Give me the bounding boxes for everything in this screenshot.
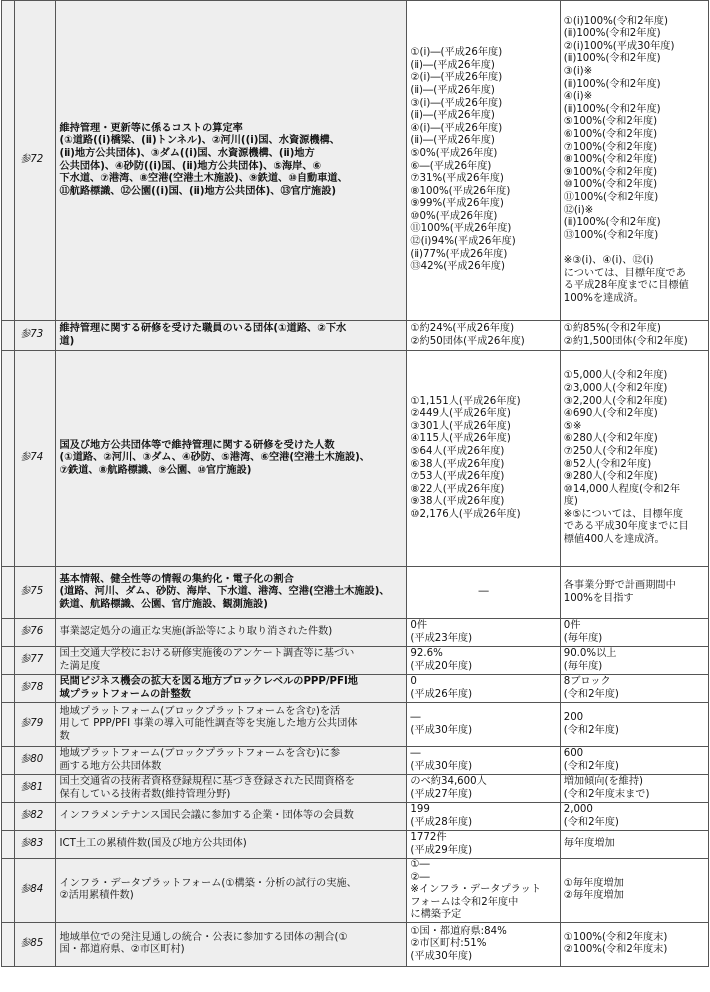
current-value-line: ⑧100%(平成26年度) — [410, 185, 511, 197]
current-value-line: ⑥―(平成26年度) — [410, 160, 492, 172]
current-value-line: (平成27年度) — [410, 788, 473, 800]
current-value-line: ④(ⅰ)―(平成26年度) — [410, 122, 503, 134]
target-value-line: 各事業分野で計画期間中 — [563, 579, 676, 591]
current-value-line: ⑦53人(平成26年度) — [410, 471, 505, 483]
side-margin-cell — [2, 647, 15, 675]
indicator-name — [56, 803, 407, 831]
indicator-name — [56, 619, 407, 647]
current-value — [407, 321, 560, 351]
current-value-line: ⑫(ⅰ)94%(平成26年度) — [410, 236, 516, 248]
current-value-line: に構築予定 — [410, 909, 462, 921]
current-value-line: ⑧22人(平成26年度) — [410, 483, 505, 495]
indicator-name — [56, 703, 407, 747]
target-value-line: ①毎年度増加 — [563, 877, 624, 889]
current-value-line: ②449人(平成26年度) — [410, 408, 511, 420]
target-value-line: ⑩14,000人程度(令和2年 — [563, 483, 681, 495]
target-value — [560, 619, 708, 647]
indicator-name-line: 国及び地方公共団体等で維持管理に関する研修を受けた人数 — [59, 439, 335, 451]
row-id: 参83 — [15, 831, 56, 859]
indicator-name-line: た満足度 — [59, 660, 101, 672]
current-value — [407, 775, 560, 803]
target-value-line: ③2,200人(令和2年度) — [563, 395, 668, 407]
target-value — [560, 859, 708, 923]
target-value-line — [564, 242, 705, 255]
indicator-name — [56, 675, 407, 703]
target-value — [560, 703, 708, 747]
side-margin-cell — [2, 567, 15, 619]
current-value-line: ③(ⅰ)―(平成26年度) — [410, 97, 503, 109]
indicator-name-line: 画する地方公共団体数 — [59, 760, 162, 772]
target-value-line: ⑥280人(令和2年度) — [563, 433, 658, 445]
target-value — [560, 351, 708, 567]
target-value-line: ⑥100%(令和2年度) — [563, 129, 658, 141]
row-id: 参72 — [15, 1, 56, 321]
target-value-line: る平成28年度までに目標値 — [563, 280, 689, 292]
target-value-line: (毎年度) — [563, 660, 603, 672]
current-value-line: (平成30年度) — [410, 724, 473, 736]
current-value-line: ― — [410, 747, 421, 759]
target-value — [560, 1, 708, 321]
target-value-line: ⑫(ⅰ)※ — [563, 204, 594, 216]
target-value — [560, 321, 708, 351]
target-value-line: である平成30年度までに目 — [563, 521, 689, 533]
indicator-name — [56, 351, 407, 567]
target-value-line: ⑤※ — [563, 420, 582, 432]
indicator-name-line: 維持管理に関する研修を受けた職員のいる団体(①道路、②下水 — [59, 322, 347, 334]
target-value-line: (ⅱ)100%(令和2年度) — [563, 217, 661, 229]
side-margin-cell — [2, 675, 15, 703]
target-value-line: ⑨100%(令和2年度) — [563, 166, 658, 178]
target-value — [560, 803, 708, 831]
current-value-line: ⑤0%(平成26年度) — [410, 147, 498, 159]
side-margin-cell — [2, 831, 15, 859]
indicator-name-line: 道) — [59, 335, 75, 347]
target-value-line: (ⅱ)100%(令和2年度) — [563, 53, 661, 65]
indicator-name — [56, 747, 407, 775]
target-value-line: 0件 — [563, 619, 581, 631]
target-value-line: 標値400人を達成済。 — [563, 534, 665, 546]
table-row — [2, 321, 709, 351]
target-value — [560, 675, 708, 703]
indicator-name — [56, 859, 407, 923]
current-value-line: 199 — [410, 803, 430, 815]
current-value-line: (平成20年度) — [410, 660, 473, 672]
current-value-line: ①― — [410, 859, 430, 870]
indicator-name-line: 国土交通大学校における研修実施後のアンケート調査等に基づい — [59, 647, 355, 659]
target-value-line: (令和2年度) — [563, 760, 619, 772]
target-value-line: 8ブロック — [563, 675, 611, 687]
indicator-name-line: (ⅱ)地方公共団体)、③ダム((ⅰ)国、水資源機構、(ⅱ)地方 — [59, 147, 315, 159]
target-value-line: (ⅱ)100%(令和2年度) — [563, 103, 661, 115]
side-margin-cell — [2, 1, 15, 321]
target-value-line: (令和2年度) — [563, 688, 619, 700]
current-value-line: ⑤64人(平成26年度) — [410, 445, 505, 457]
table-row — [2, 859, 709, 923]
current-value-line: ①約24%(平成26年度) — [410, 322, 515, 334]
indicator-name-line: 地域プラットフォーム(ブロックプラットフォームを含む)を活 — [59, 705, 341, 717]
current-value-line: ①国・都道府県:84% — [410, 925, 507, 937]
indicator-name-line: ⑪航路標識、⑫公園((ⅰ)国、(ⅱ)地方公共団体)、⑬官庁施設) — [59, 185, 337, 197]
indicator-name-line: ②活用累積件数) — [59, 890, 134, 902]
current-value-line: ⑦31%(平成26年度) — [410, 173, 504, 185]
target-value-line: ※③(ⅰ)、④(ⅰ)、⑫(ⅰ) — [563, 254, 654, 266]
current-value-line: (平成26年度) — [410, 688, 473, 700]
current-value-line: ⑨38人(平成26年度) — [410, 496, 505, 508]
indicator-table-body — [2, 1, 709, 967]
target-value-line: ①(ⅰ)100%(令和2年度) — [563, 15, 668, 27]
side-margin-cell — [2, 619, 15, 647]
indicator-name — [56, 775, 407, 803]
table-row — [2, 831, 709, 859]
current-value-line: (ⅱ)―(平成26年度) — [410, 59, 495, 71]
row-id: 参79 — [15, 703, 56, 747]
indicator-name-line: 国・都道府県、②市区町村) — [59, 944, 185, 956]
target-value-line: ⑪100%(令和2年度) — [563, 191, 659, 203]
row-id: 参75 — [15, 567, 56, 619]
target-value-line: については、目標年度であ — [563, 267, 686, 279]
indicator-name-line: 地域プラットフォーム(ブロックプラットフォームを含む)に参 — [59, 747, 341, 759]
indicator-table — [1, 0, 709, 967]
target-value-line: 200 — [563, 711, 584, 723]
current-value — [407, 567, 560, 619]
target-value-line: (ⅱ)100%(令和2年度) — [563, 28, 661, 40]
current-value-line: ①1,151人(平成26年度) — [410, 395, 521, 407]
target-value-line: ⑨280人(令和2年度) — [563, 471, 658, 483]
target-value — [560, 567, 708, 619]
row-id: 参76 — [15, 619, 56, 647]
current-value — [407, 859, 560, 923]
target-value-line: (毎年度) — [563, 632, 603, 644]
current-value-line: (ⅱ)77%(平成26年度) — [410, 248, 508, 260]
target-value-line: ③(ⅰ)※ — [563, 66, 593, 78]
current-value-line: 1772件 — [410, 831, 447, 843]
current-value-line: ⑬42%(平成26年度) — [410, 261, 505, 273]
current-value-line: (平成29年度) — [410, 844, 473, 856]
indicator-name-line: 用して PPP/PFI 事業の導入可能性調査等を実施した地方公共団体 — [59, 718, 358, 730]
target-value — [560, 831, 708, 859]
current-value — [407, 831, 560, 859]
current-value-line: ②― — [410, 871, 430, 883]
table-row — [2, 567, 709, 619]
target-value-line: 100%を目指す — [563, 592, 634, 604]
indicator-name — [56, 321, 407, 351]
current-value-line: ⑩2,176人(平成26年度) — [410, 508, 521, 520]
row-id: 参74 — [15, 351, 56, 567]
target-value-line: ④(ⅰ)※ — [563, 91, 593, 103]
table-row — [2, 747, 709, 775]
indicator-name-line: 下水道、⑦港湾、⑧空港(空港土木施設)、⑨鉄道、⑩自動車道、 — [59, 173, 348, 185]
table-row — [2, 647, 709, 675]
current-value — [407, 675, 560, 703]
indicator-name-line: ICT土工の累積件数(国及び地方公共団体) — [59, 838, 247, 850]
side-margin-cell — [2, 321, 15, 351]
target-value-line: 100%を達成済。 — [563, 292, 644, 304]
indicator-name — [56, 567, 407, 619]
current-value — [407, 647, 560, 675]
target-value-line: 毎年度増加 — [563, 838, 615, 850]
target-value-line: (令和2年度) — [563, 724, 619, 736]
current-value-line: (平成30年度) — [410, 950, 473, 962]
current-value — [407, 803, 560, 831]
target-value-line: ①約85%(令和2年度) — [563, 322, 661, 334]
indicator-name-line: 鉄道、航路標識、公園、官庁施設、観測施設) — [59, 598, 268, 610]
target-value — [560, 747, 708, 775]
side-margin-cell — [2, 859, 15, 923]
table-row — [2, 1, 709, 321]
current-value-line: (平成23年度) — [410, 632, 473, 644]
current-value-line: ⑥38人(平成26年度) — [410, 458, 505, 470]
current-value-line: ①(ⅰ)―(平成26年度) — [410, 47, 503, 59]
row-id: 参81 — [15, 775, 56, 803]
current-value-line: ― — [410, 711, 421, 723]
target-value — [560, 647, 708, 675]
table-row — [2, 922, 709, 966]
indicator-name-line: 公共団体)、④砂防((ⅰ)国、(ⅱ)地方公共団体)、⑤海岸、⑥ — [59, 160, 322, 172]
indicator-name — [56, 831, 407, 859]
indicator-name-line: インフラメンテナンス国民会議に参加する企業・団体等の会員数 — [59, 810, 354, 822]
indicator-name-line: 基本情報、健全性等の情報の集約化・電子化の割合 — [59, 573, 294, 585]
current-value-line: ④115人(平成26年度) — [410, 433, 511, 445]
indicator-name-line: (道路、河川、ダム、砂防、海岸、下水道、港湾、空港(空港土木施設)、 — [59, 586, 390, 598]
table-row — [2, 803, 709, 831]
current-value — [407, 747, 560, 775]
target-value-line: 増加傾向(を維持) — [563, 775, 643, 787]
indicator-name-line: (①道路、②河川、③ダム、④砂防、⑤港湾、⑥空港(空港土木施設)、 — [59, 452, 370, 464]
current-value — [407, 351, 560, 567]
target-value-line: ②約1,500団体(令和2年度) — [563, 335, 688, 347]
target-value-line: ⑦250人(令和2年度) — [563, 445, 658, 457]
indicator-name-line: ⑦鉄道、⑧航路標識、⑨公園、⑩官庁施設) — [59, 464, 252, 476]
target-value-line: 90.0%以上 — [563, 647, 617, 659]
current-value-line: (ⅱ)―(平成26年度) — [410, 110, 495, 122]
indicator-name-line: (①道路((ⅰ)橋梁、(ⅱ)トンネル)、②河川((ⅰ)国、水資源機構、 — [59, 135, 340, 147]
row-id: 参84 — [15, 859, 56, 923]
side-margin-cell — [2, 775, 15, 803]
target-value — [560, 775, 708, 803]
indicator-name-line: 事業認定処分の適正な実施(訴訟等により取り消された件数) — [59, 626, 333, 638]
table-row — [2, 675, 709, 703]
indicator-name — [56, 647, 407, 675]
target-value-line: ⑦100%(令和2年度) — [563, 141, 658, 153]
current-value-line: ②市区町村:51% — [410, 938, 487, 950]
target-value-line: (ⅱ)100%(令和2年度) — [563, 78, 661, 90]
current-value-line: 0 — [410, 675, 417, 687]
current-value-line: ②(ⅰ)―(平成26年度) — [410, 72, 503, 84]
row-id: 参78 — [15, 675, 56, 703]
current-value-line: (ⅱ)―(平成26年度) — [410, 135, 495, 147]
target-value-line: ※⑤については、目標年度 — [563, 508, 684, 520]
current-value-line: ⑨99%(平成26年度) — [410, 198, 504, 210]
indicator-name-line: 保有している技術者数(維持管理分野) — [59, 788, 231, 800]
current-value-line: (平成30年度) — [410, 760, 473, 772]
current-value — [407, 703, 560, 747]
table-row — [2, 351, 709, 567]
current-value-line: のべ約34,600人 — [410, 775, 487, 787]
current-value-line: 0件 — [410, 619, 428, 631]
indicator-name-line: 域プラットフォームの計整数 — [59, 688, 191, 700]
current-value-line: 92.6% — [410, 647, 443, 659]
row-id: 参82 — [15, 803, 56, 831]
indicator-name-line: 民間ビジネス機会の拡大を図る地方ブロックレベルのPPP/PFI地 — [59, 675, 358, 687]
current-value-line: (平成28年度) — [410, 816, 473, 828]
indicator-name-line: 国土交通省の技術者資格登録規程に基づき登録された民間資格を — [59, 775, 355, 787]
target-value-line: ⑧100%(令和2年度) — [563, 154, 658, 166]
indicator-name — [56, 1, 407, 321]
indicator-name-line: 維持管理・更新等に係るコストの算定率 — [59, 122, 243, 134]
table-row — [2, 775, 709, 803]
row-id: 参77 — [15, 647, 56, 675]
current-value — [407, 1, 560, 321]
current-value-line: ②約50団体(平成26年度) — [410, 335, 525, 347]
current-value-line: フォームは令和2年度中 — [410, 896, 519, 908]
target-value-line: ①100%(令和2年度末) — [563, 931, 668, 943]
target-value-line: 600 — [563, 747, 584, 759]
target-value-line: ⑧52人(令和2年度) — [563, 458, 652, 470]
target-value — [560, 922, 708, 966]
target-value-line: ⑤100%(令和2年度) — [563, 116, 658, 128]
target-value-line: 2,000 — [563, 803, 593, 815]
target-value-line: ②100%(令和2年度末) — [563, 944, 668, 956]
current-value-line: ③301人(平成26年度) — [410, 420, 511, 432]
current-value-line: ⑩0%(平成26年度) — [410, 210, 498, 222]
current-value-line: ― — [478, 586, 489, 598]
target-value-line: ②毎年度増加 — [563, 890, 624, 902]
indicator-name — [56, 922, 407, 966]
row-id: 参80 — [15, 747, 56, 775]
table-row — [2, 619, 709, 647]
row-id: 参73 — [15, 321, 56, 351]
target-value-line: ②(ⅰ)100%(平成30年度) — [563, 40, 675, 52]
side-margin-cell — [2, 922, 15, 966]
current-value-line: (ⅱ)―(平成26年度) — [410, 84, 495, 96]
target-value-line: ①5,000人(令和2年度) — [563, 370, 668, 382]
side-margin-cell — [2, 747, 15, 775]
current-value — [407, 619, 560, 647]
target-value-line: (令和2年度末まで) — [563, 788, 650, 800]
side-margin-cell — [2, 351, 15, 567]
side-margin-cell — [2, 803, 15, 831]
current-value — [407, 922, 560, 966]
current-value-line: ⑪100%(平成26年度) — [410, 223, 512, 235]
table-row — [2, 703, 709, 747]
target-value-line: (令和2年度) — [563, 816, 619, 828]
target-value-line: ⑬100%(令和2年度) — [563, 229, 659, 241]
current-value-line: ※インフラ・データプラット — [410, 884, 542, 896]
target-value-line: ④690人(令和2年度) — [563, 408, 658, 420]
target-value-line: 度) — [563, 496, 578, 508]
indicator-name-line: 数 — [59, 730, 70, 742]
indicator-name-line: 地域単位での発注見通しの統合・公表に参加する団体の割合(① — [59, 931, 348, 943]
side-margin-cell — [2, 703, 15, 747]
target-value-line: ②3,000人(令和2年度) — [563, 382, 668, 394]
row-id: 参85 — [15, 922, 56, 966]
indicator-name-line: インフラ・データプラットフォーム(①構築・分析の試行の実施、 — [59, 877, 357, 889]
target-value-line: ⑩100%(令和2年度) — [563, 179, 658, 191]
